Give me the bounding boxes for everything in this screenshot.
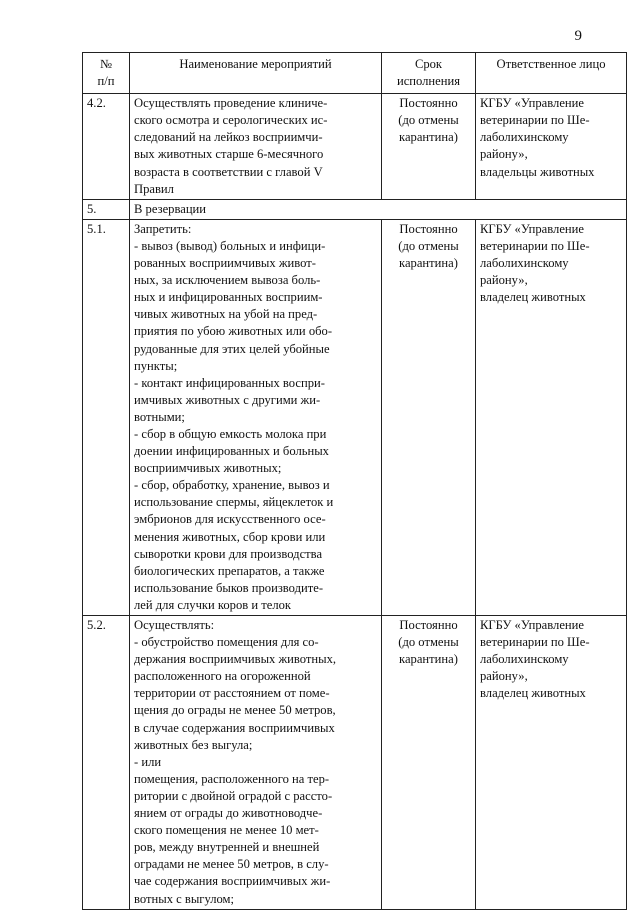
row-measure: Осуществлять: - обустройство помещения для со- держания восприимчивых животных, расположенного на огороженной территории от расстоянием от поме- щения до ограды не менее 50 метров, в случае содержания восприимчивых животных без выгула; - или помещения, расположенного на тер- ритории с двойной оградой с рассто- янием от ограды до животноводче- ского помещения не менее 10 мет- ров, между внутренней и внешней оградами не менее 50 метров, в слу- чае содержания восприимчивых жи- вотных с выгулом; <box>130 616 382 910</box>
row-term: Постоянно (до отмены карантина) <box>382 94 476 200</box>
measures-table <box>82 52 627 910</box>
row-number: 5.1. <box>83 219 130 615</box>
row-number: 5.2. <box>83 616 130 910</box>
table-row <box>83 616 627 910</box>
section-title: В резервации <box>130 199 627 219</box>
header-measure-name: Наименование мероприятий <box>130 53 382 94</box>
table-header-row <box>83 53 627 94</box>
page-number: 9 <box>574 28 582 44</box>
row-responsible: КГБУ «Управление ветеринарии по Ше- лаболихинскому району», владелец животных <box>476 219 627 615</box>
row-measure: Осуществлять проведение клиниче- ского осмотра и серологических ис- следований на лейкоз восприимчи- вых животных старше 6-месячного возраста в соответствии с главой V Правил <box>130 94 382 200</box>
row-term: Постоянно (до отмены карантина) <box>382 616 476 910</box>
row-number: 5. <box>83 199 130 219</box>
row-term: Постоянно (до отмены карантина) <box>382 219 476 615</box>
table-row <box>83 219 627 615</box>
table-row <box>83 94 627 200</box>
header-number: № п/п <box>83 53 130 94</box>
row-measure: Запретить: - вывоз (вывод) больных и инфици- рованных восприимчивых живот- ных, за исключением вывоза боль- ных и инфицированных восприим- чивых животных на убой на пред- приятия по убою животных или обо- рудованные для этих целей убойные пункты; - контакт инфицированных воспри- имчивых животных с другими жи- вотными; - сбор в общую емкость молока при доении инфицированных и больных восприимчивых животных; - сбор, обработку, хранение, вывоз и использование спермы, яйцеклеток и эмбрионов для искусственного осе- менения животных, сбор крови или сыворотки крови для производства биологических препаратов, а также использование быков производите- лей для случки коров и телок <box>130 219 382 615</box>
table-section-row <box>83 199 627 219</box>
row-responsible: КГБУ «Управление ветеринарии по Ше- лаболихинскому району», владельцы животных <box>476 94 627 200</box>
row-responsible: КГБУ «Управление ветеринарии по Ше- лаболихинскому району», владелец животных <box>476 616 627 910</box>
row-number: 4.2. <box>83 94 130 200</box>
header-responsible: Ответственное лицо <box>476 53 627 94</box>
header-term: Срок исполнения <box>382 53 476 94</box>
